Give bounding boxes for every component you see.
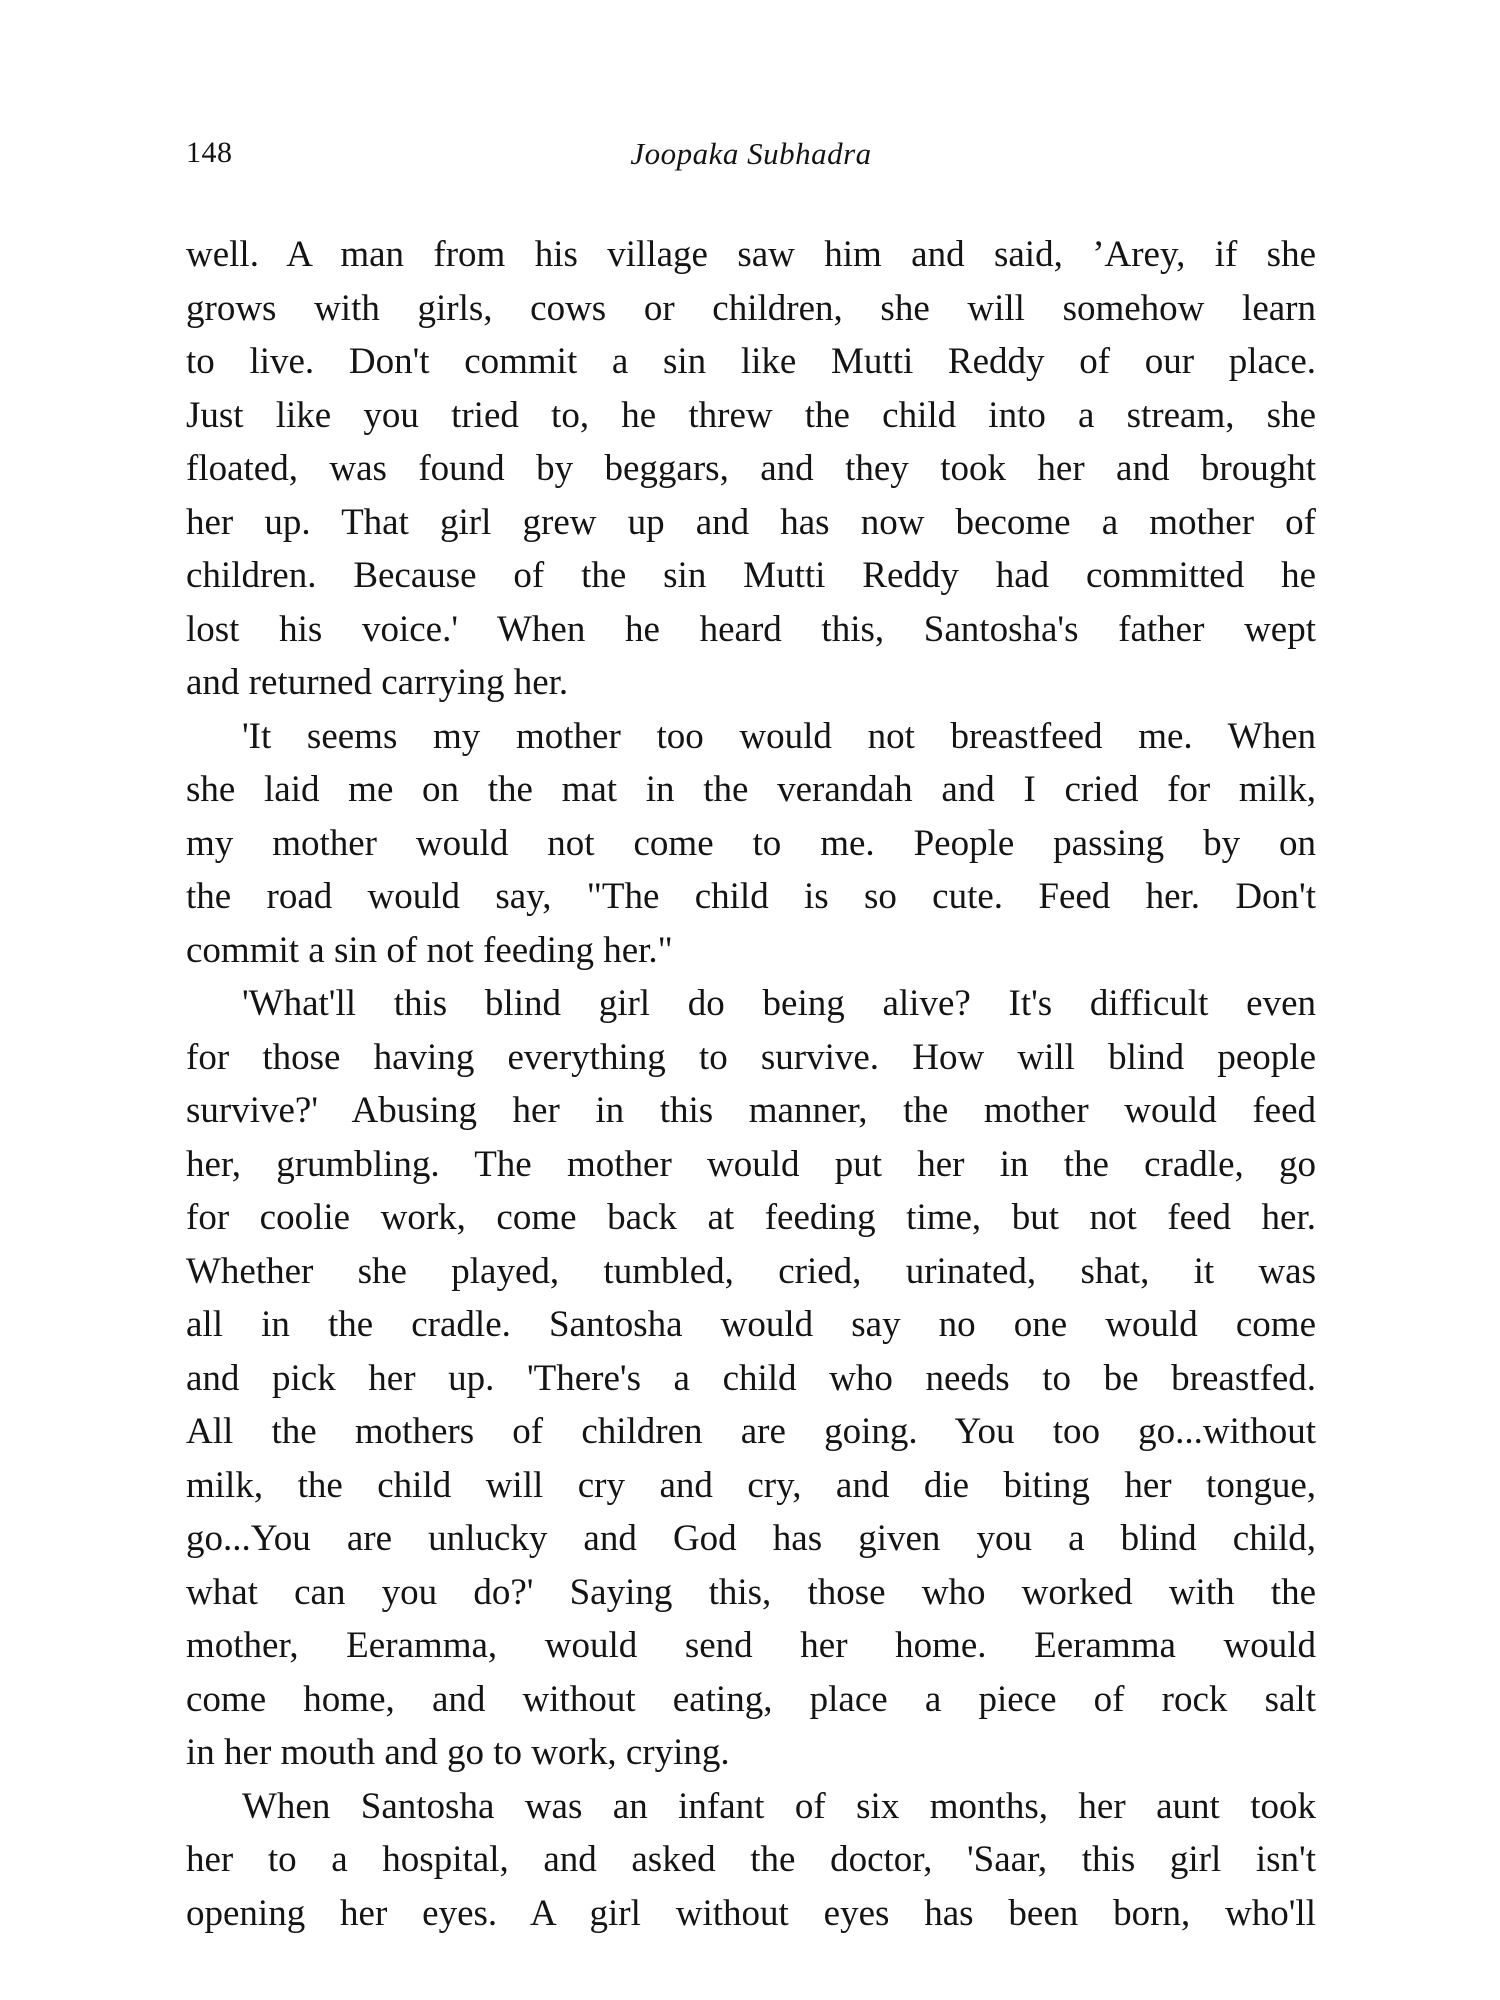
text-line: she laid me on the mat in the verandah and I cried for milk, [186,769,1316,810]
text-line: All the mothers of children are going. You too go...without [186,1411,1316,1452]
text-line: my mother would not come to me. People passing by on [186,822,1316,864]
page-header [186,136,1316,180]
text-line: and returned carrying her. [186,662,569,703]
text-line: for those having everything to survive. How will blind people [186,1036,1316,1078]
text-line: opening her eyes. A girl without eyes has been born, who'll [186,1892,1316,1934]
text-line: commit a sin of not feeding her." [186,929,673,971]
text-line: her up. That girl grew up and has now become a mother of [186,501,1316,543]
text-line: all in the cradle. Santosha would say no one would come [186,1304,1316,1345]
text-line: 'What'll this blind girl do being alive? It's difficult even [242,983,1316,1024]
text-line: survive?' Abusing her in this manner, the mother would feed [186,1090,1316,1131]
text-line: come home, and without eating, place a piece of rock salt [186,1678,1316,1720]
text-line: Just like you tried to, he threw the child into a stream, she [186,394,1316,436]
text-line: her to a hospital, and asked the doctor, 'Saar, this girl isn't [186,1839,1316,1880]
page-number: 148 [186,136,233,169]
text-line: in her mouth and go to work, crying. [186,1732,730,1773]
text-line: to live. Don't commit a sin like Mutti Reddy of our place. [186,341,1316,382]
text-line: children. Because of the sin Mutti Reddy had committed he [186,555,1316,596]
text-line: lost his voice.' When he heard this, Santosha's father wept [186,608,1316,650]
body-text [186,228,1316,1940]
text-line: mother, Eeramma, would send her home. Eeramma would [186,1625,1316,1666]
text-line: the road would say, "The child is so cute. Feed her. Don't [186,876,1316,917]
text-line: well. A man from his village saw him and said, ’Arey, if she [186,234,1316,275]
text-line: what can you do?' Saying this, those who worked with the [186,1571,1316,1613]
running-head: Joopaka Subhadra [630,136,872,171]
text-line: milk, the child will cry and cry, and die biting her tongue, [186,1464,1316,1506]
text-line: and pick her up. 'There's a child who needs to be breastfed. [186,1357,1316,1399]
text-line: go...You are unlucky and God has given you a blind child, [186,1518,1316,1559]
text-line: 'It seems my mother too would not breastfeed me. When [242,715,1316,757]
text-line: for coolie work, come back at feeding time, but not feed her. [186,1197,1316,1238]
text-line: floated, was found by beggars, and they took her and brought [186,448,1316,489]
text-line: When Santosha was an infant of six months, her aunt took [242,1785,1316,1827]
text-line: grows with girls, cows or children, she will somehow learn [186,287,1316,329]
text-line: Whether she played, tumbled, cried, urinated, shat, it was [186,1250,1316,1292]
text-line: her, grumbling. The mother would put her in the cradle, go [186,1143,1316,1185]
